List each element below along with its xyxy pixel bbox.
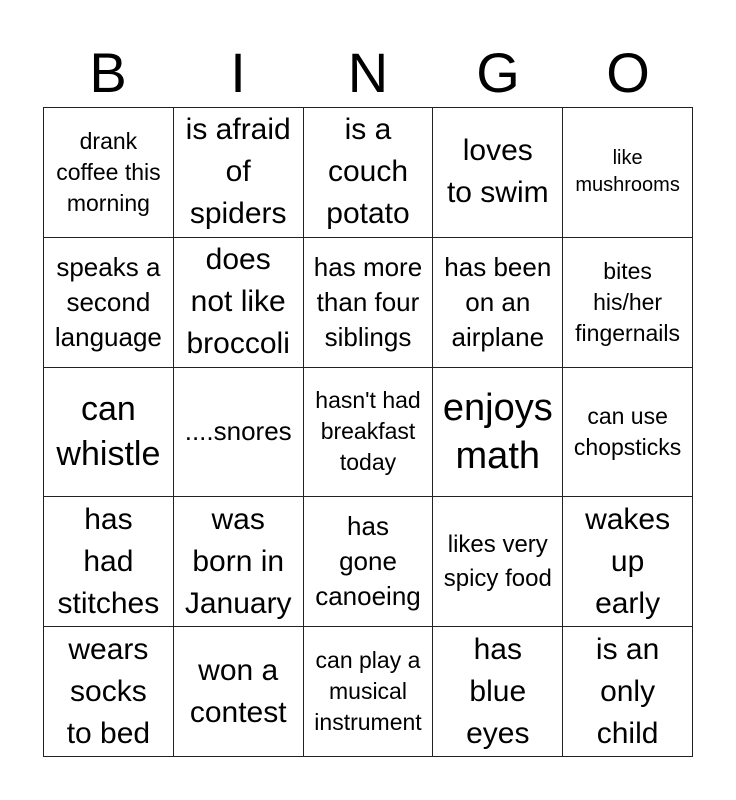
bingo-cell[interactable]: [304, 368, 434, 498]
cell-text: bites his/her fingernails: [575, 257, 681, 346]
header-letter-o: O: [606, 41, 650, 104]
bingo-cell[interactable]: [433, 108, 563, 238]
cell-text: has blue eyes: [466, 632, 530, 750]
bingo-grid: [43, 107, 693, 757]
cell-text: likes very spicy food: [443, 530, 552, 592]
bingo-cell[interactable]: [304, 108, 434, 238]
cell-text: hasn't had breakfast today: [315, 387, 421, 476]
cell-text: has been on an airplane: [444, 251, 552, 352]
bingo-cell[interactable]: [44, 497, 174, 627]
cell-text: wakes up early: [585, 502, 671, 620]
bingo-cell[interactable]: [433, 497, 563, 627]
bingo-cell[interactable]: [304, 627, 434, 757]
cell-text: has had stitches: [57, 502, 160, 620]
cell-text: enjoys math: [442, 386, 553, 477]
bingo-cell[interactable]: [563, 108, 693, 238]
cell-text: was born in January: [184, 502, 292, 620]
bingo-cell[interactable]: [44, 108, 174, 238]
bingo-cell[interactable]: [433, 627, 563, 757]
cell-text: is an only child: [595, 632, 660, 750]
bingo-cell[interactable]: [174, 627, 304, 757]
bingo-cell[interactable]: [44, 368, 174, 498]
cell-text: is a couch potato: [326, 113, 410, 231]
header-letter-n: N: [347, 41, 389, 104]
bingo-header: [43, 40, 693, 106]
cell-text: has gone canoeing: [315, 511, 421, 612]
cell-text: speaks a second language: [54, 251, 162, 352]
cell-text: has more than four siblings: [313, 251, 423, 352]
cell-text: does not like broccoli: [186, 243, 290, 361]
header-letter-g: G: [476, 41, 520, 104]
bingo-cell[interactable]: [433, 368, 563, 498]
header-letter-b: B: [89, 41, 127, 104]
cell-text: can whistle: [56, 389, 161, 473]
cell-text: ....snores: [184, 416, 292, 447]
bingo-cell[interactable]: [44, 627, 174, 757]
cell-text: won a contest: [189, 653, 287, 729]
bingo-cell[interactable]: [174, 238, 304, 368]
bingo-cell[interactable]: [44, 238, 174, 368]
cell-text: wears socks to bed: [66, 632, 151, 750]
cell-text: is afraid of spiders: [185, 113, 291, 231]
bingo-cell[interactable]: [174, 497, 304, 627]
cell-text: like mushrooms: [575, 147, 680, 197]
bingo-cell[interactable]: [563, 238, 693, 368]
bingo-cell[interactable]: [563, 497, 693, 627]
cell-text: loves to swim: [446, 134, 549, 210]
bingo-cell[interactable]: [433, 238, 563, 368]
cell-text: can play a musical instrument: [314, 647, 422, 736]
cell-text: drank coffee this morning: [56, 127, 161, 216]
cell-text: can use chopsticks: [573, 402, 682, 460]
bingo-cell[interactable]: [174, 368, 304, 498]
bingo-cell[interactable]: [174, 108, 304, 238]
header-letter-i: I: [230, 41, 246, 104]
bingo-cell[interactable]: [563, 627, 693, 757]
bingo-cell[interactable]: [304, 238, 434, 368]
bingo-cell[interactable]: [563, 368, 693, 498]
bingo-cell[interactable]: [304, 497, 434, 627]
